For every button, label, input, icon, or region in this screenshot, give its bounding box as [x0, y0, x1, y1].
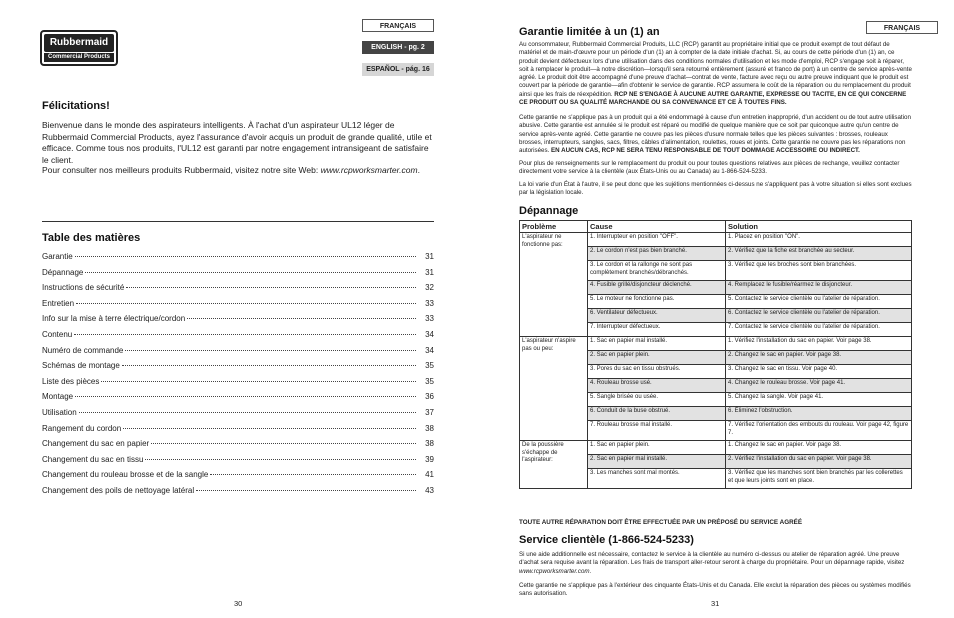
- service-link[interactable]: www.rcpworksmarter.com.: [519, 567, 592, 575]
- toc-item-label: Contenu: [42, 330, 73, 339]
- toc-item[interactable]: [42, 408, 434, 420]
- toc-leader: [101, 381, 416, 382]
- toc-item-label: Rangement du cordon: [42, 423, 122, 433]
- header-cause: Cause: [588, 221, 726, 233]
- toc-item-page: 38: [425, 423, 434, 433]
- toc-item-page: 34: [425, 345, 434, 355]
- cause-cell: 3. Le cordon et la rallonge ne sont pas complètement branchés/débranchés.: [588, 261, 726, 281]
- toc-item-label: Changement des poils de nettoyage latéral: [42, 486, 195, 495]
- toc-item[interactable]: [42, 361, 434, 373]
- cause-cell: 6. Conduit de la buse obstrué.: [588, 407, 726, 421]
- cause-cell: 4. Fusible grillé/disjoncteur déclenché.: [588, 281, 726, 295]
- toc-leader: [74, 334, 416, 335]
- toc-item-page: 33: [425, 298, 434, 308]
- congrats-title: Félicitations!: [42, 100, 110, 112]
- solution-cell: 2. Changez le sac en papier. Voir page 38.: [726, 351, 912, 365]
- toc-item-label: Numéro de commande: [42, 345, 124, 355]
- table-row: [520, 441, 912, 455]
- cause-cell: 1. Sac en papier mal installé.: [588, 337, 726, 351]
- toc-item[interactable]: [42, 330, 434, 342]
- lang-tab-francais[interactable]: FRANÇAIS: [362, 19, 434, 32]
- toc-item-label: Changement du sac en tissu: [42, 454, 144, 464]
- solution-cell: 1. Vérifiez l'installation du sac en papier. Voir page 38.: [726, 337, 912, 351]
- toc-item-label: Utilisation: [42, 408, 77, 417]
- toc-item-page: 34: [425, 330, 434, 339]
- page-number-left: 30: [234, 599, 243, 608]
- website-link[interactable]: www.rcpworksmarter.com: [320, 165, 418, 175]
- toc-leader: [122, 365, 416, 366]
- repair-note: TOUTE AUTRE RÉPARATION DOIT ÊTRE EFFECTUÉE PAR UN PRÉPOSÉ DU SERVICE AGRÉÉ: [519, 519, 803, 526]
- warranty-paragraph-4: La loi varie d'un État à l'autre, il se peut donc que les sujétions mentionnées ci-dessus ne s'appliquent pas à votre situation si elles sont exclues par la législation locale.: [519, 181, 912, 197]
- toc-item-label: Info sur la mise à terre électrique/cordon: [42, 314, 186, 324]
- toc-item[interactable]: [42, 377, 434, 389]
- problem-cell: L'aspirateur ne fonctionne pas:: [520, 233, 588, 337]
- toc-item-page: 36: [425, 392, 434, 402]
- solution-cell: 4. Remplacez le fusible/réarmez le disjoncteur.: [726, 281, 912, 295]
- solution-cell: 5. Changez la sangle. Voir page 41.: [726, 393, 912, 407]
- header-probleme: Problème: [520, 221, 588, 233]
- solution-cell: 1. Changez le sac en papier. Voir page 38.: [726, 441, 912, 455]
- solution-cell: 4. Changez le rouleau brosse. Voir page 41.: [726, 379, 912, 393]
- toc-item-page: 43: [425, 486, 434, 495]
- toc-leader: [125, 350, 416, 351]
- troubleshoot-title: Dépannage: [519, 205, 579, 217]
- toc-item[interactable]: [42, 439, 434, 451]
- warranty-title: Garantie limitée à un (1) an: [519, 26, 660, 38]
- header-solution: Solution: [726, 221, 912, 233]
- cause-cell: 3. Les manches sont mal montés.: [588, 469, 726, 489]
- cause-cell: 7. Rouleau brosse mal installé.: [588, 421, 726, 441]
- problem-cell: L'aspirateur n'aspire pas ou peu:: [520, 337, 588, 441]
- solution-cell: 2. Vérifiez l'installation du sac en papier. Voir page 38.: [726, 455, 912, 469]
- toc-item-label: Montage: [42, 392, 74, 402]
- cause-cell: 2. Sac en papier mal installé.: [588, 455, 726, 469]
- toc-item-label: Entretien: [42, 298, 75, 308]
- cause-cell: 1. Interrupteur en position "OFF".: [588, 233, 726, 247]
- service-paragraph-1: Si une aide additionnelle est nécessaire, contactez le service à la clientèle au numéro ci-dessus ou atelier de réparation agréé. Une preuve d'achat sera requise avant la réparation. Les frais de transport aller-retour seront à charge du propriétaire. Pour un dépannage rapide, visitez www.rcpworksmarter.com.: [519, 551, 905, 575]
- toc-item-label: Garantie: [42, 252, 73, 261]
- toc-leader: [123, 428, 416, 429]
- cause-cell: 5. Sangle brisée ou usée.: [588, 393, 726, 407]
- toc-item-label: Changement du rouleau brosse et de la sangle: [42, 470, 209, 480]
- toc-item-label: Schémas de montage: [42, 361, 120, 371]
- cause-cell: 6. Ventilateur défectueux.: [588, 309, 726, 323]
- logo-brand: Rubbermaid: [44, 34, 114, 52]
- toc-item[interactable]: [42, 299, 434, 311]
- toc-item-page: 39: [425, 454, 434, 464]
- toc-leader: [196, 490, 416, 491]
- solution-cell: 1. Placez en position "ON".: [726, 233, 912, 247]
- toc-leader: [210, 474, 416, 475]
- toc-leader: [85, 272, 416, 273]
- warranty-paragraph-1: Au consommateur, Rubbermaid Commercial Produits, LLC (RCP) garantit au propriétaire initial que ce produit exempt de tout défaut de matériel et de main-d'œuvre pour un période d'un (1) an à compter de la date initiale d'achat. Si, au cours de cette période d'un (1) an, ce produit devient défectueux lors d'une utilisation dans des conditions normales d'utilisation et les mode d'emploi, RCP s'engage soit à réparer, soit à remplacer le produit—à notre discrétion—lorsqu'il sera retourné entièrement (assuré et franco de port) à un centre de service après-vente agréé. Le produit doit être accompagné d'une preuve d'achat—contrat de vente, facture avec reçu ou autre preuve indiquant que le produit est couvert par la période de garantie—afin d'obtenir le service de garantie. RCP assumera le coût de la réparation ou du remplacement du produit ainsi que les frais de réexpédition. RCP NE S'ENGAGE À AUCUNE AUTRE GARANTIE, EXPRESSE OU TACITE, EN CE QUI CONCERNE CE PRODUIT OU SA QUALITÉ MARCHANDE OU SA CONVENANCE ET CE À TOUTES FINS.: [519, 41, 912, 107]
- cause-cell: 4. Rouleau brosse usé.: [588, 379, 726, 393]
- cause-cell: 5. Le moteur ne fonctionne pas.: [588, 295, 726, 309]
- toc-leader: [151, 443, 416, 444]
- solution-cell: 3. Changez le sac en tissu. Voir page 40.: [726, 365, 912, 379]
- toc-item-page: 31: [425, 252, 434, 261]
- toc-item-page: 41: [425, 470, 434, 480]
- solution-cell: 3. Vérifiez que les manches sont bien branchés par les collerettes et que leurs joints sont en place.: [726, 469, 912, 489]
- toc-leader: [187, 318, 416, 319]
- toc-item-label: Liste des pièces: [42, 376, 100, 386]
- toc-item-page: 38: [425, 439, 434, 449]
- solution-cell: 6. Contactez le service clientèle ou l'atelier de réparation.: [726, 309, 912, 323]
- warranty-paragraph-3: Pour plus de renseignements sur le remplacement du produit ou pour toutes questions relatives aux pièces de rechange, veuillez contacter directement votre service à la clientèle (aux États-Unis ou au Canada) au 1-866-524-5233.: [519, 160, 900, 176]
- toc-leader: [75, 396, 416, 397]
- toc-item-page: 33: [425, 314, 434, 324]
- problem-cell: De la poussière s'échappe de l'aspirateur:: [520, 441, 588, 489]
- toc-item[interactable]: [42, 455, 434, 467]
- solution-cell: 6. Éliminez l'obstruction.: [726, 407, 912, 421]
- toc-item-label: Instructions de sécurité: [42, 283, 125, 293]
- cause-cell: 3. Pores du sac en tissu obstrués.: [588, 365, 726, 379]
- toc-item-page: 35: [425, 376, 434, 386]
- toc-leader: [145, 459, 416, 460]
- congrats-paragraph: Bienvenue dans le monde des aspirateurs intelligents. À l'achat d'un aspirateur UL12 léger de Rubbermaid Commercial Products, ayez l'assurance d'avoir acquis un produit de grande qualité, utile et efficace. Comme tous nos produits, l'UL12 est garanti par notre engagement intransigeant de satisfaire le client.: [42, 120, 432, 165]
- table-row: [520, 337, 912, 351]
- rubbermaid-logo: [40, 30, 118, 66]
- service-title: Service clientèle (1-866-524-5233): [519, 534, 694, 546]
- toc-item-label: Changement du sac en papier: [42, 439, 150, 449]
- toc-title: Table des matières: [42, 232, 141, 244]
- toc-item[interactable]: [42, 252, 434, 264]
- website-paragraph: Pour consulter nos meilleurs produits Rubbermaid, visitez notre site Web: www.rcpworksmarter.com.: [42, 165, 420, 175]
- table-row: [520, 233, 912, 247]
- cause-cell: 2. Le cordon n'est pas bien branché.: [588, 247, 726, 261]
- toc-item[interactable]: [42, 424, 434, 436]
- toc-item[interactable]: [42, 486, 434, 498]
- toc-item-label: Dépannage: [42, 267, 84, 277]
- toc-leader: [79, 412, 416, 413]
- lang-tab-espanol[interactable]: ESPAÑOL - pág. 16: [362, 63, 434, 76]
- toc-item[interactable]: [42, 314, 434, 326]
- lang-tab-english[interactable]: ENGLISH - pg. 2: [362, 41, 434, 54]
- page-number-right: 31: [711, 599, 720, 608]
- warranty-disclaimer: RCP NE S'ENGAGE À AUCUNE AUTRE GARANTIE, EXPRESSE OU TACITE, EN CE QUI CONCERNE CE PRODUIT OU SA QUALITÉ MARCHANDE OU SA CONVENANCE ET CE À TOUTES FINS.: [519, 90, 907, 107]
- toc-item-page: 35: [425, 361, 434, 371]
- toc-leader: [126, 287, 416, 288]
- toc-item[interactable]: [42, 392, 434, 404]
- cause-cell: 7. Interrupteur défectueux.: [588, 323, 726, 337]
- toc-item-page: 31: [425, 267, 434, 277]
- cause-cell: 2. Sac en papier plein.: [588, 351, 726, 365]
- logo-sub: Commercial Products: [44, 53, 114, 62]
- warranty-liability: EN AUCUN CAS, RCP NE SERA TENU RESPONSABLE DE TOUT DOMMAGE ACCESSOIRE OU INDIRECT.: [551, 147, 860, 155]
- toc-item[interactable]: [42, 346, 434, 358]
- divider: [42, 221, 434, 222]
- solution-cell: 7. Contactez le service clientèle ou l'atelier de réparation.: [726, 323, 912, 337]
- website-text: Pour consulter nos meilleurs produits Rubbermaid, visitez notre site Web:: [42, 165, 321, 175]
- solution-cell: 2. Vérifiez que la fiche est branchée au secteur.: [726, 247, 912, 261]
- solution-cell: 3. Vérifiez que les broches sont bien branchées.: [726, 261, 912, 281]
- solution-cell: 7. Vérifiez l'orientation des embouts du rouleau. Voir page 42, figure 7.: [726, 421, 912, 441]
- toc-item[interactable]: [42, 268, 434, 280]
- warranty-paragraph-2: Cette garantie ne s'applique pas à un produit qui a été endommagé à cause d'un entretien inapproprié, d'un accident ou de tout autre utilisation abusive. Cette garantie est annulée si le produit est réparé ou modifié de quelque manière que ce soit par quiconque autre qu'un centre de service après-vente agréé. Cette garantie ne couvre pas les pièces d'usure normale telles que les pièces suivantes : brosses, rouleaux brosses, interrupteurs, sangles, sacs, filtres, câbles d'alimentation, roulettes, roues et joints. Cette garantie ne couvre pas les réparations non autorisées. EN AUCUN CAS, RCP NE SERA TENU RESPONSABLE DE TOUT DOMMAGE ACCESSOIRE OU INDIRECT.: [519, 114, 911, 155]
- toc-item[interactable]: [42, 470, 434, 482]
- toc-item[interactable]: [42, 283, 434, 295]
- toc-item-page: 32: [425, 283, 434, 293]
- toc-leader: [75, 256, 416, 257]
- toc-item-page: 37: [425, 408, 434, 417]
- cause-cell: 1. Sac en papier plein.: [588, 441, 726, 455]
- solution-cell: 5. Contactez le service clientèle ou l'atelier de réparation.: [726, 295, 912, 309]
- lang-tab-francais-right[interactable]: FRANÇAIS: [866, 21, 938, 34]
- toc-leader: [76, 303, 416, 304]
- service-paragraph-2: Cette garantie ne s'applique pas à l'extérieur des cinquante États-Unis et du Canada. Elle exclut la réparation des pièces ou systèmes modifiés sans autorisation.: [519, 582, 911, 598]
- troubleshooting-table: [519, 220, 912, 489]
